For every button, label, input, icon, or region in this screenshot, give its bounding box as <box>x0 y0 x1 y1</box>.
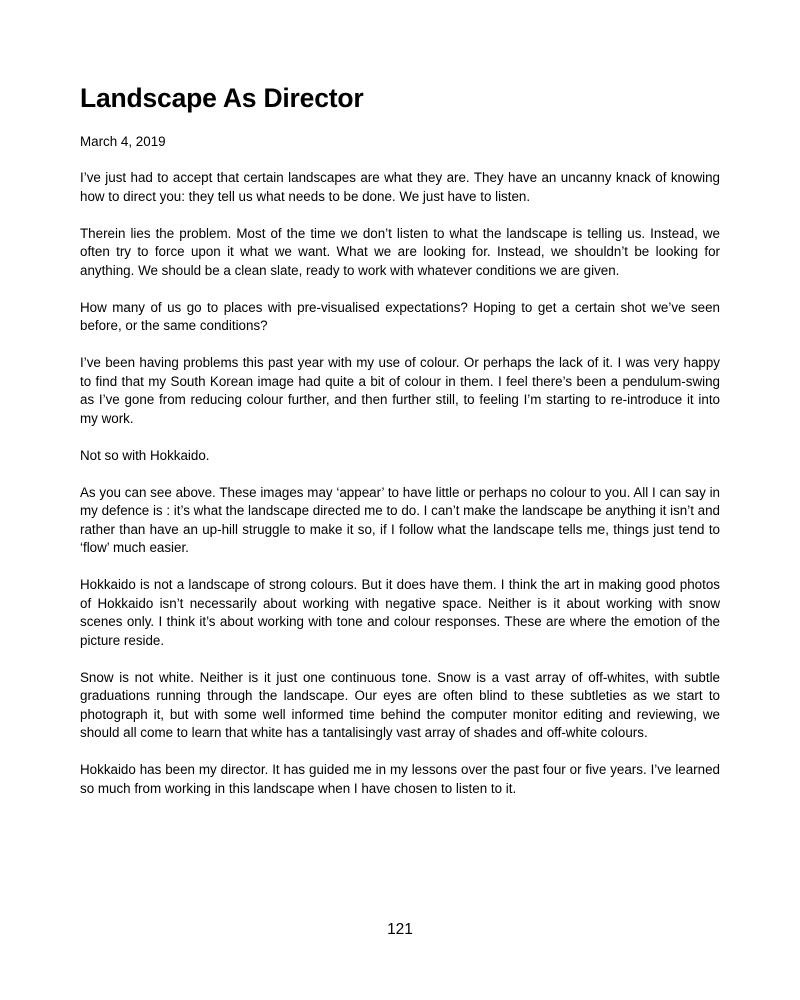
body-paragraph-4: I’ve been having problems this past year with my use of colour. Or perhaps the lack of it. I was very happy to find that my South Korean image had quite a bit of colour in them. I feel there’s been a pendulum-swing as I’ve gone from reducing colour further, and then further still, to feeling I’m starting to re-introduce it into my work. <box>80 355 720 426</box>
body-paragraph-3: How many of us go to places with pre-visualised expectations? Hoping to get a certain shot we’ve seen before, or the same conditions? <box>80 299 720 333</box>
body-paragraph-9: Hokkaido has been my director. It has guided me in my lessons over the past four or five years. I’ve learned so much from working in this landscape when I have chosen to listen to it. <box>80 762 720 796</box>
body-paragraph-1: I’ve just had to accept that certain landscapes are what they are. They have an uncanny knack of knowing how to direct you: they tell us what needs to be done. We just have to listen. <box>80 170 720 204</box>
body-paragraph-5: Not so with Hokkaido. <box>80 447 210 463</box>
body-paragraph-2: Therein lies the problem. Most of the time we don’t listen to what the landscape is telling us. Instead, we often try to force upon it what we want. What we are looking for. Instead, we shouldn’t be looking for anything. We should be a clean slate, ready to work with whatever conditions we are given. <box>80 225 720 278</box>
article-title: Landscape As Director <box>80 83 364 113</box>
article-date: March 4, 2019 <box>80 134 166 149</box>
body-paragraph-7: Hokkaido is not a landscape of strong colours. But it does have them. I think the art in making good photos of Hokkaido isn’t necessarily about working with negative space. Neither is it about working with snow scenes only. I think it’s about working with tone and colour responses. These are where the emotion of the picture reside. <box>80 577 720 648</box>
article-body <box>80 169 720 817</box>
body-paragraph-6: As you can see above. These images may ‘appear’ to have little or perhaps no colour to you. All I can say in my defence is : it’s what the landscape directed me to do. I can’t make the landscape be anything it isn’t and rather than have an up-hill struggle to make it so, if I follow what the landscape tells me, things just tend to ‘flow’ much easier. <box>80 484 720 555</box>
page-number: 121 <box>387 921 413 938</box>
body-paragraph-8: Snow is not white. Neither is it just one continuous tone. Snow is a vast array of off-whites, with subtle graduations running through the landscape. Our eyes are often blind to these subtleties as we start to photograph it, but with some well informed time behind the computer monitor editing and reviewing, we should all come to learn that white has a tantalisingly vast array of shades and off-white colours. <box>80 669 720 740</box>
